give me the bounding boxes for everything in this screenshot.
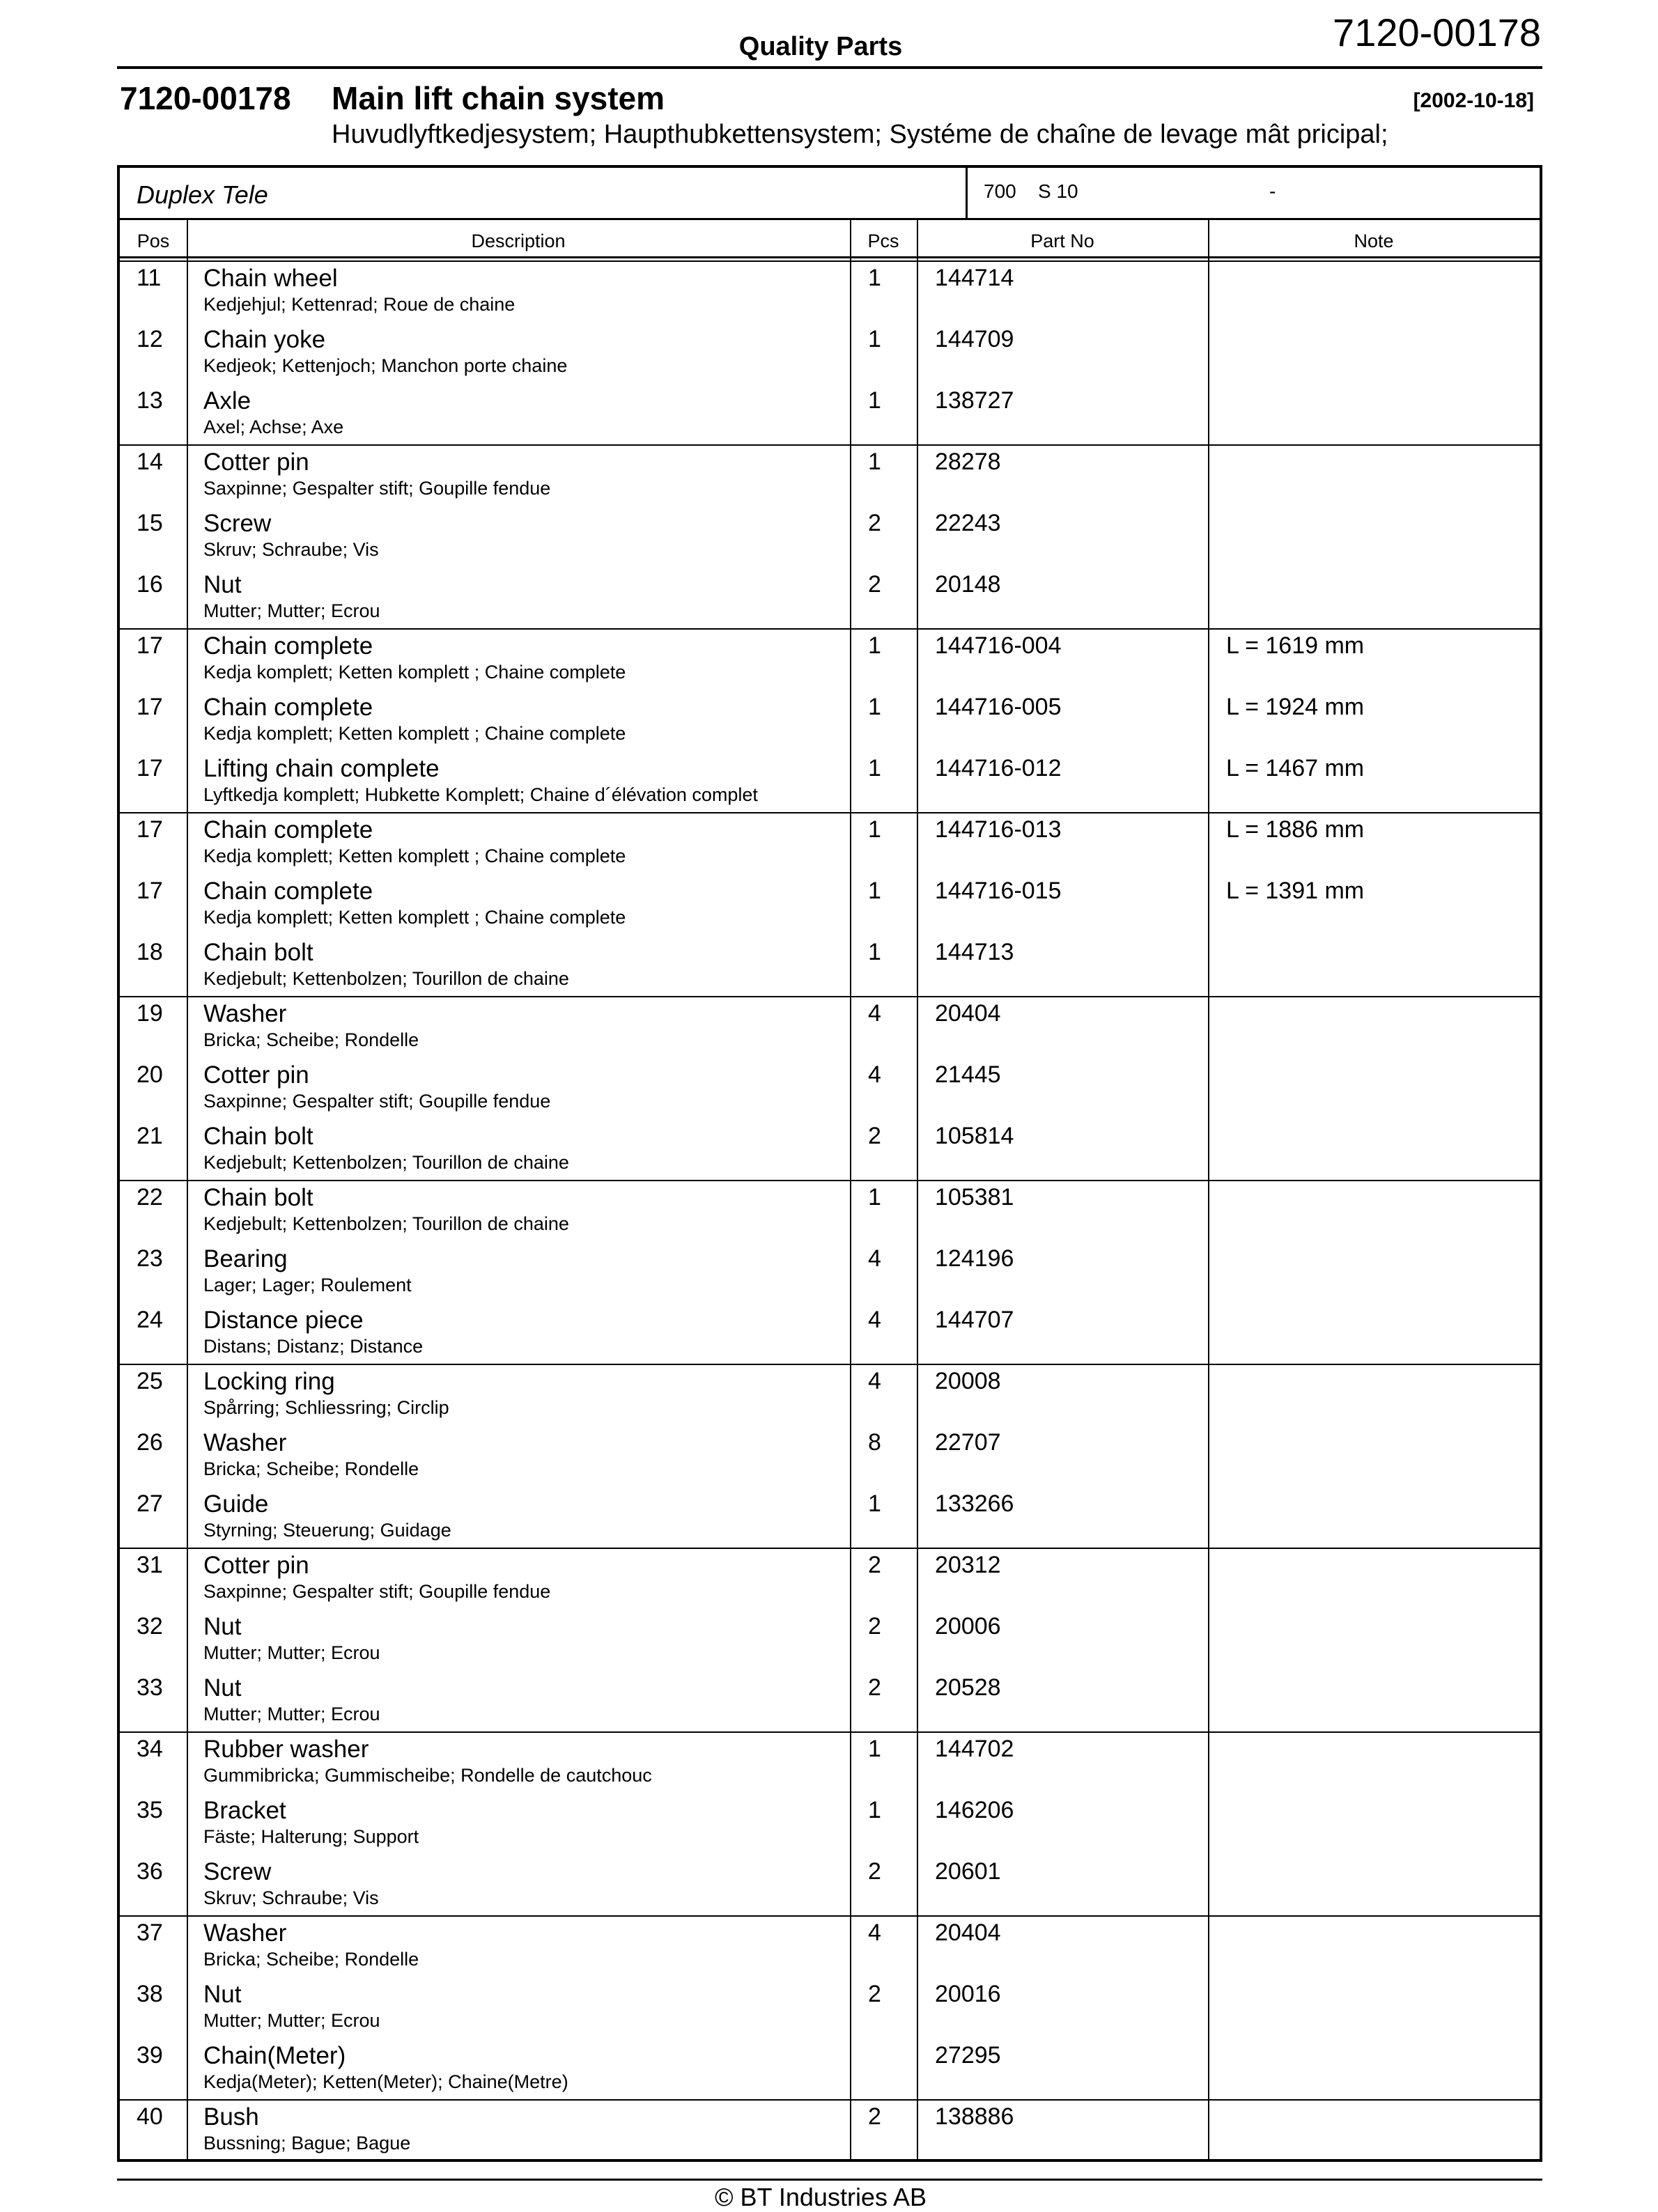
column-header-underline (120, 256, 1540, 258)
part-number-cell: 22243 (935, 510, 1001, 536)
pcs-cell: 1 (868, 1490, 881, 1517)
table-row (120, 1978, 1540, 2039)
model-row (120, 168, 1540, 218)
column-header-part-no: Part No (1030, 231, 1094, 251)
description-cell: Chain bolt (203, 1123, 313, 1150)
translation-cell: Fäste; Halterung; Support (203, 1826, 419, 1847)
description-cell: Nut (203, 1674, 242, 1701)
part-number-cell: 20404 (935, 1000, 1001, 1027)
part-number-cell: 27295 (935, 2042, 1001, 2069)
translation-cell: Gummibricka; Gummischeibe; Rondelle de cautchouc (203, 1765, 652, 1786)
description-cell: Axle (203, 387, 251, 414)
part-number-cell: 138727 (935, 387, 1014, 414)
translation-cell: Bricka; Scheibe; Rondelle (203, 1949, 419, 1970)
table-row (120, 2101, 1540, 2162)
section-date: [2002-10-18] (1413, 89, 1534, 112)
translation-cell: Saxpinne; Gespalter stift; Goupille fendue (203, 1091, 551, 1112)
pcs-cell: 2 (868, 571, 881, 598)
section-subtitle: Huvudlyftkedjesystem; Haupthubkettensystem; Systéme de chaîne de levage mât pricipal; (332, 120, 1388, 149)
pos-cell: 17 (137, 755, 163, 781)
pos-cell: 39 (137, 2042, 163, 2069)
pos-cell: 37 (137, 1919, 163, 1946)
pos-cell: 36 (137, 1858, 163, 1885)
translation-cell: Kedja komplett; Ketten komplett ; Chaine complete (203, 846, 626, 866)
table-row (120, 936, 1540, 997)
pos-cell: 14 (137, 449, 163, 475)
pcs-cell: 1 (868, 878, 881, 904)
part-number-cell: 146206 (935, 1797, 1014, 1823)
table-row (120, 1610, 1540, 1672)
pos-cell: 22 (137, 1184, 163, 1210)
description-cell: Bearing (203, 1245, 288, 1272)
pcs-cell: 4 (868, 1307, 881, 1333)
translation-cell: Kedja(Meter); Ketten(Meter); Chaine(Metre) (203, 2071, 568, 2092)
description-cell: Washer (203, 1919, 287, 1947)
table-row (120, 1733, 1540, 1794)
translation-cell: Axel; Achse; Axe (203, 416, 344, 437)
pcs-cell: 1 (868, 816, 881, 843)
part-number-cell: 144709 (935, 326, 1014, 352)
column-header-pos: Pos (137, 231, 170, 251)
table-row (120, 1120, 1540, 1181)
translation-cell: Kedjeok; Kettenjoch; Manchon porte chaine (203, 355, 568, 376)
part-number-cell: 144716-005 (935, 694, 1062, 720)
column-header-pcs: Pcs (867, 231, 899, 251)
table-row (120, 1181, 1540, 1243)
description-cell: Bracket (203, 1797, 286, 1824)
footer-copyright: © BT Industries AB (715, 2183, 927, 2211)
header-separator (120, 218, 1540, 220)
description-cell: Locking ring (203, 1368, 335, 1395)
model-divider (966, 168, 968, 218)
description-cell: Rubber washer (203, 1736, 369, 1763)
translation-cell: Kedja komplett; Ketten komplett ; Chaine complete (203, 907, 626, 928)
description-cell: Cotter pin (203, 1061, 309, 1089)
translation-cell: Kedjebult; Kettenbolzen; Tourillon de chaine (203, 1152, 569, 1173)
pos-cell: 20 (137, 1061, 163, 1088)
pos-cell: 25 (137, 1368, 163, 1394)
pcs-cell: 2 (868, 2103, 881, 2130)
table-row (120, 691, 1540, 752)
header-rule (117, 66, 1542, 69)
pos-cell: 38 (137, 1981, 163, 2007)
part-number-cell: 133266 (935, 1490, 1014, 1517)
description-cell: Nut (203, 1613, 242, 1640)
model-serial: S 10 (1038, 180, 1078, 202)
table-row (120, 1059, 1540, 1120)
description-cell: Chain bolt (203, 939, 313, 966)
table-row (120, 1304, 1540, 1365)
pcs-cell: 1 (868, 387, 881, 414)
pos-cell: 34 (137, 1736, 163, 1762)
table-row (120, 323, 1540, 384)
translation-cell: Spårring; Schliessring; Circlip (203, 1397, 449, 1418)
pos-cell: 13 (137, 387, 163, 414)
pcs-cell: 2 (868, 1674, 881, 1701)
description-cell: Guide (203, 1490, 269, 1518)
description-cell: Cotter pin (203, 449, 309, 476)
model-code: 700 (984, 180, 1016, 202)
note-cell: L = 1924 mm (1226, 694, 1365, 720)
translation-cell: Kedjebult; Kettenbolzen; Tourillon de chaine (203, 968, 569, 989)
pcs-cell: 4 (868, 1245, 881, 1272)
table-row (120, 752, 1540, 813)
note-cell: L = 1619 mm (1226, 632, 1365, 659)
part-number-cell: 144716-012 (935, 755, 1062, 781)
translation-cell: Saxpinne; Gespalter stift; Goupille fendue (203, 1581, 551, 1602)
part-number-cell: 20312 (935, 1552, 1001, 1578)
description-cell: Chain bolt (203, 1184, 313, 1211)
part-number-cell: 105814 (935, 1123, 1014, 1149)
translation-cell: Kedjebult; Kettenbolzen; Tourillon de chaine (203, 1213, 569, 1234)
table-row (120, 446, 1540, 507)
description-cell: Cotter pin (203, 1552, 309, 1579)
part-number-cell: 105381 (935, 1184, 1014, 1210)
translation-cell: Skruv; Schraube; Vis (203, 1887, 379, 1908)
document-number: 7120-00178 (1333, 10, 1541, 54)
section-title: Main lift chain system (332, 80, 665, 116)
pos-cell: 27 (137, 1490, 163, 1517)
description-cell: Screw (203, 510, 272, 537)
pos-cell: 35 (137, 1797, 163, 1823)
pcs-cell: 1 (868, 326, 881, 352)
part-number-cell: 144716-013 (935, 816, 1062, 843)
model-range: - (1269, 180, 1276, 202)
table-row (120, 875, 1540, 936)
translation-cell: Mutter; Mutter; Ecrou (203, 1642, 380, 1663)
note-cell: L = 1467 mm (1226, 755, 1365, 781)
part-number-cell: 20601 (935, 1858, 1001, 1885)
pos-cell: 31 (137, 1552, 163, 1578)
description-cell: Lifting chain complete (203, 755, 440, 782)
pcs-cell: 2 (868, 1858, 881, 1885)
part-number-cell: 124196 (935, 1245, 1014, 1272)
pos-cell: 17 (137, 878, 163, 904)
pcs-cell: 1 (868, 939, 881, 965)
pos-cell: 12 (137, 326, 163, 352)
translation-cell: Kedja komplett; Ketten komplett ; Chaine complete (203, 662, 626, 683)
translation-cell: Kedjehjul; Kettenrad; Roue de chaine (203, 294, 516, 315)
part-number-cell: 20404 (935, 1919, 1001, 1946)
table-row (120, 997, 1540, 1059)
part-number-cell: 144714 (935, 265, 1014, 291)
translation-cell: Mutter; Mutter; Ecrou (203, 600, 380, 621)
table-row (120, 1917, 1540, 1978)
pos-cell: 24 (137, 1307, 163, 1333)
description-cell: Washer (203, 1000, 287, 1027)
pcs-cell: 1 (868, 449, 881, 475)
table-row (120, 813, 1540, 875)
column-header-note: Note (1354, 231, 1394, 251)
table-row (120, 262, 1540, 323)
part-number-cell: 138886 (935, 2103, 1014, 2130)
table-row (120, 1672, 1540, 1733)
pcs-cell: 1 (868, 1736, 881, 1762)
table-row (120, 1549, 1540, 1610)
table-row (120, 1855, 1540, 1917)
description-cell: Chain yoke (203, 326, 326, 353)
description-cell: Chain complete (203, 632, 373, 660)
pcs-cell: 1 (868, 755, 881, 781)
pcs-cell: 4 (868, 1368, 881, 1394)
pos-cell: 19 (137, 1000, 163, 1027)
description-cell: Chain complete (203, 816, 373, 843)
pcs-cell: 2 (868, 1552, 881, 1578)
table-row (120, 568, 1540, 630)
pcs-cell: 1 (868, 632, 881, 659)
pcs-cell: 1 (868, 1797, 881, 1823)
part-number-cell: 20006 (935, 1613, 1001, 1639)
pos-cell: 32 (137, 1613, 163, 1639)
part-number-cell: 144716-015 (935, 878, 1062, 904)
pcs-cell: 1 (868, 1184, 881, 1210)
note-cell: L = 1886 mm (1226, 816, 1365, 843)
table-row (120, 384, 1540, 446)
footer-rule (117, 2179, 1542, 2181)
pos-cell: 11 (137, 265, 162, 291)
pos-cell: 23 (137, 1245, 163, 1272)
pos-cell: 21 (137, 1123, 163, 1149)
part-number-cell: 20148 (935, 571, 1001, 598)
translation-cell: Styrning; Steuerung; Guidage (203, 1520, 451, 1541)
translation-cell: Skruv; Schraube; Vis (203, 539, 379, 560)
note-cell: L = 1391 mm (1226, 878, 1365, 904)
table-row (120, 1243, 1540, 1304)
description-cell: Chain complete (203, 694, 373, 721)
part-number-cell: 21445 (935, 1061, 1001, 1088)
pos-cell: 15 (137, 510, 163, 536)
table-row (120, 1426, 1540, 1488)
pcs-cell: 2 (868, 1981, 881, 2007)
pcs-cell: 2 (868, 1613, 881, 1639)
pos-cell: 26 (137, 1429, 163, 1456)
part-number-cell: 144716-004 (935, 632, 1062, 659)
pcs-cell: 1 (868, 265, 881, 291)
description-cell: Distance piece (203, 1307, 364, 1334)
description-cell: Nut (203, 571, 242, 598)
table-row (120, 1794, 1540, 1855)
table-row (120, 630, 1540, 691)
translation-cell: Distans; Distanz; Distance (203, 1336, 424, 1357)
description-cell: Screw (203, 1858, 272, 1885)
pcs-cell: 8 (868, 1429, 881, 1456)
pos-cell: 17 (137, 632, 163, 659)
description-cell: Chain wheel (203, 265, 338, 292)
pcs-cell: 2 (868, 1123, 881, 1149)
description-cell: Bush (203, 2103, 259, 2131)
description-cell: Washer (203, 1429, 287, 1456)
translation-cell: Mutter; Mutter; Ecrou (203, 1704, 380, 1724)
part-number-cell: 144707 (935, 1307, 1014, 1333)
pcs-cell: 4 (868, 1000, 881, 1027)
model-name: Duplex Tele (137, 180, 268, 209)
part-number-cell: 20016 (935, 1981, 1001, 2007)
translation-cell: Mutter; Mutter; Ecrou (203, 2010, 380, 2031)
description-cell: Nut (203, 1981, 242, 2008)
parts-table (117, 165, 1542, 2162)
table-row (120, 1365, 1540, 1426)
page-header-title: Quality Parts (738, 32, 903, 61)
part-number-cell: 20008 (935, 1368, 1001, 1394)
part-number-cell: 144702 (935, 1736, 1014, 1762)
pos-cell: 17 (137, 694, 163, 720)
pos-cell: 16 (137, 571, 163, 598)
translation-cell: Bricka; Scheibe; Rondelle (203, 1029, 419, 1050)
table-row (120, 507, 1540, 568)
pos-cell: 33 (137, 1674, 163, 1701)
description-cell: Chain complete (203, 878, 373, 905)
translation-cell: Kedja komplett; Ketten komplett ; Chaine complete (203, 723, 626, 744)
section-number: 7120-00178 (120, 80, 291, 116)
description-cell: Chain(Meter) (203, 2042, 346, 2069)
pos-cell: 40 (137, 2103, 163, 2130)
pcs-cell: 2 (868, 510, 881, 536)
table-row (120, 2039, 1540, 2101)
part-number-cell: 144713 (935, 939, 1014, 965)
pcs-cell: 4 (868, 1061, 881, 1088)
table-row (120, 1488, 1540, 1549)
pos-cell: 18 (137, 939, 163, 965)
translation-cell: Lyftkedja komplett; Hubkette Komplett; Chaine d´élévation complet (203, 784, 758, 805)
translation-cell: Lager; Lager; Roulement (203, 1275, 412, 1295)
part-number-cell: 20528 (935, 1674, 1001, 1701)
column-header-description: Description (471, 231, 566, 251)
part-number-cell: 22707 (935, 1429, 1001, 1456)
translation-cell: Saxpinne; Gespalter stift; Goupille fendue (203, 478, 551, 499)
pcs-cell: 1 (868, 694, 881, 720)
pos-cell: 17 (137, 816, 163, 843)
translation-cell: Bricka; Scheibe; Rondelle (203, 1458, 419, 1479)
pcs-cell: 4 (868, 1919, 881, 1946)
translation-cell: Bussning; Bague; Bague (203, 2133, 411, 2153)
part-number-cell: 28278 (935, 449, 1001, 475)
